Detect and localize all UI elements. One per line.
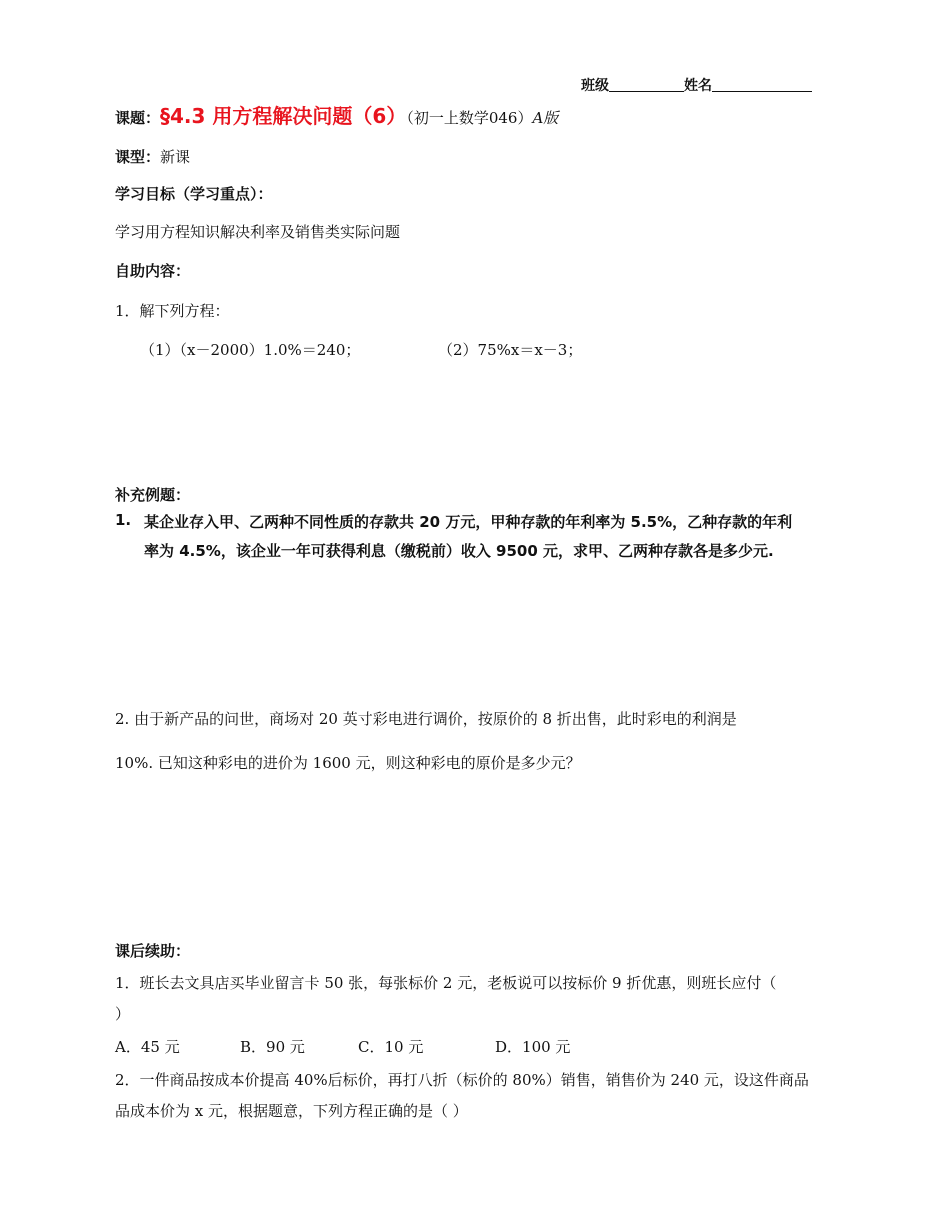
lesson-type-label: 课型： xyxy=(115,148,161,166)
after-class-heading: 课后续助： xyxy=(115,942,191,960)
option-d: D．100 元 xyxy=(495,1038,571,1056)
question-2-line-1: 2．一件商品按成本价提高 40%后标价，再打八折（标价的 80%）销售，销售价为 240 元，设这件商品 xyxy=(115,1071,809,1089)
example-2-line-1: 2. 由于新产品的问世，商场对 20 英寸彩电进行调价，按原价的 8 折出售，此时彩电的利润是 xyxy=(115,710,737,728)
name-label: 姓名 xyxy=(684,78,712,94)
option-b: B．90 元 xyxy=(240,1038,305,1056)
goal-heading: 学习目标（学习重点）： xyxy=(115,185,273,203)
title-meta: （初一上数学046） xyxy=(406,109,533,127)
lesson-type xyxy=(115,146,190,167)
question-1-line-2: ） xyxy=(115,1005,131,1023)
lesson-type-value: 新课 xyxy=(160,148,191,166)
title-version: A版 xyxy=(532,109,559,127)
question-1-line-1: 1．班长去文具店买毕业留言卡 50 张，每张标价 2 元，老板说可以按标价 9 折优惠，则班长应付（ xyxy=(115,974,777,992)
title-text: §4.3 用方程解决问题（6） xyxy=(160,104,407,128)
name-blank xyxy=(712,77,812,92)
equation-2: （2）75%x＝x－3； xyxy=(438,341,583,359)
example-1-line-1: 某企业存入甲、乙两种不同性质的存款共 20 万元，甲种存款的年利率为 5.5%，乙种存款的年利 xyxy=(144,513,793,531)
self-help-heading: 自助内容： xyxy=(115,262,191,280)
class-name-header xyxy=(581,75,812,95)
lesson-title xyxy=(115,100,558,129)
examples-heading: 补充例题： xyxy=(115,486,191,504)
title-label: 课题： xyxy=(115,109,161,127)
class-label: 班级 xyxy=(581,78,609,94)
option-c: C．10 元 xyxy=(358,1038,424,1056)
goal-text: 学习用方程知识解决利率及销售类实际问题 xyxy=(115,223,401,241)
question-2-line-2: 品成本价为 x 元，根据题意，下列方程正确的是（ ） xyxy=(115,1102,468,1120)
example-1-line-2: 率为 4.5%，该企业一年可获得利息（缴税前）收入 9500 元，求甲、乙两种存款各是多少元. xyxy=(144,542,774,560)
example-1-number: 1. xyxy=(115,511,132,529)
self-help-item-1: 1．解下列方程： xyxy=(115,302,230,320)
class-blank xyxy=(609,77,684,92)
option-a: A．45 元 xyxy=(115,1038,180,1056)
example-2-line-2: 10%. 已知这种彩电的进价为 1600 元，则这种彩电的原价是多少元？ xyxy=(115,754,581,772)
equation-1: （1）（x－2000）1.0%＝240； xyxy=(140,341,361,359)
